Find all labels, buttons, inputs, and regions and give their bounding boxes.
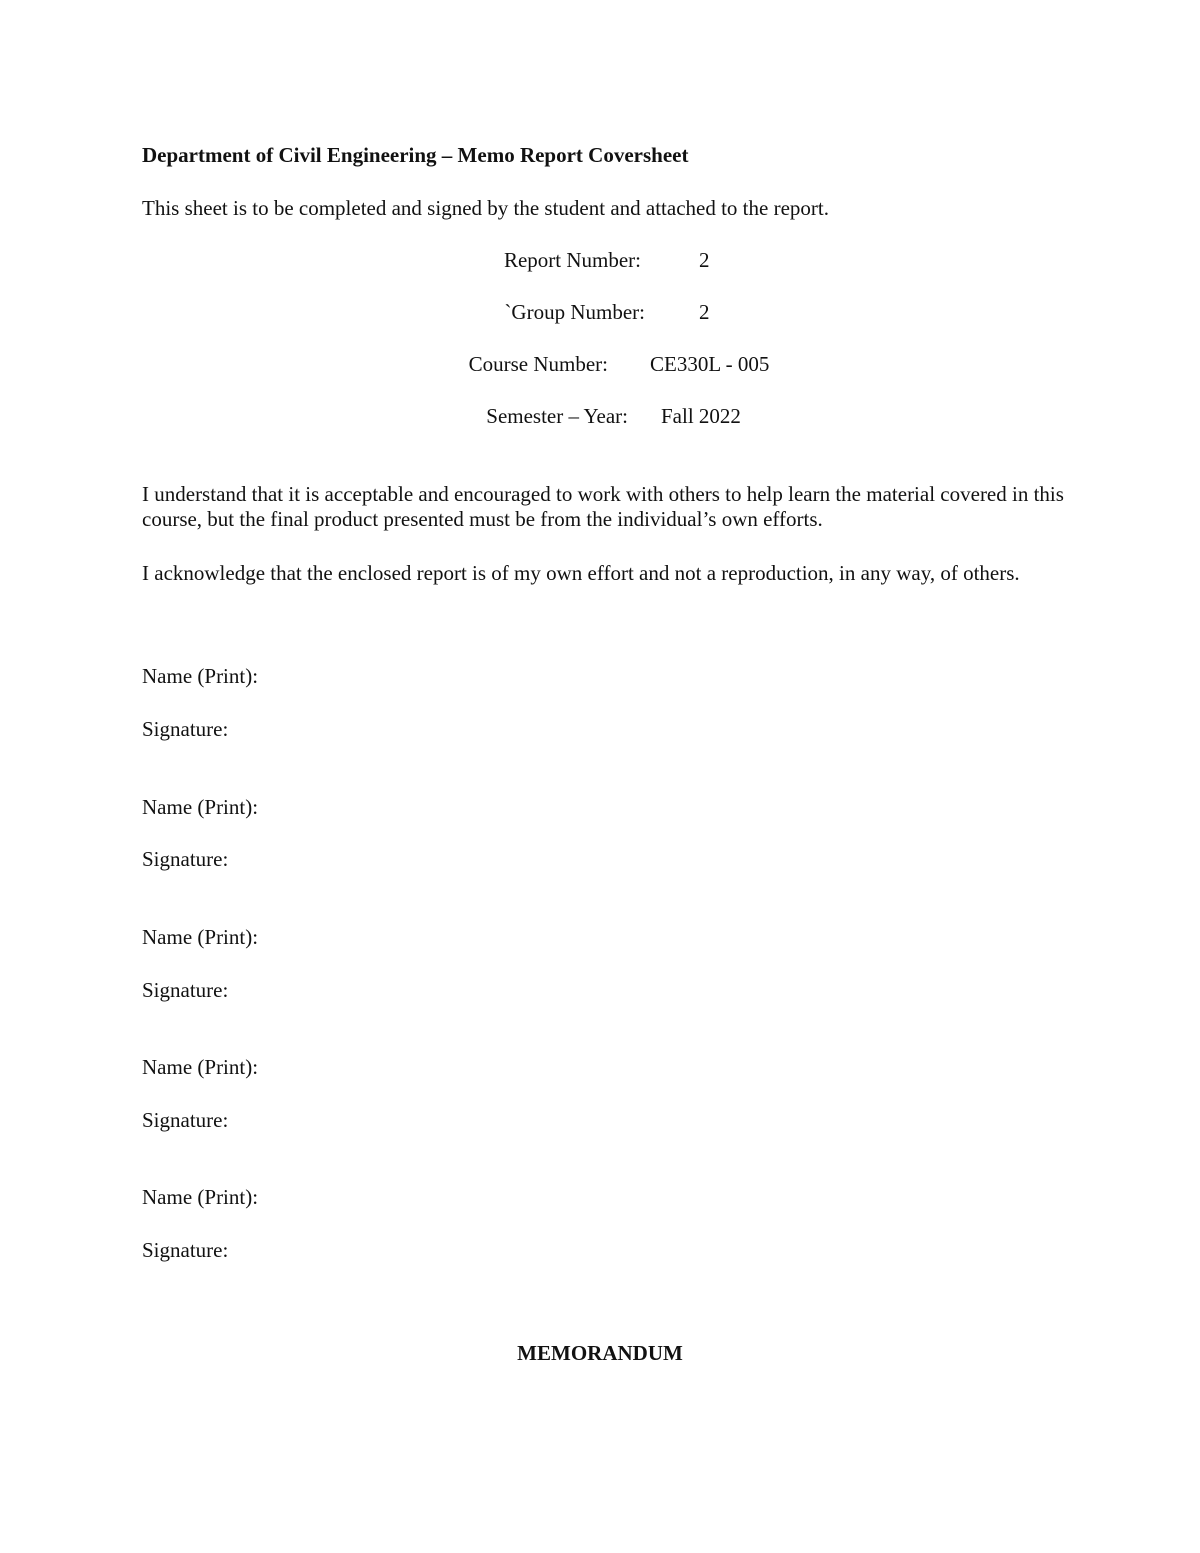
signature-label: Signature: bbox=[142, 1238, 229, 1262]
semester-year-label: Semester – Year: bbox=[486, 404, 628, 428]
collaboration-statement: I understand that it is acceptable and encouraged to work with others to help learn the material covered in this course, but the final product presented must be from the individual’s own efforts. bbox=[142, 482, 1064, 532]
instruction-text: This sheet is to be completed and signed by the student and attached to the report. bbox=[142, 196, 829, 220]
course-number-label: Course Number: bbox=[468, 352, 608, 376]
report-number-value: 2 bbox=[699, 248, 710, 272]
name-print-label: Name (Print): bbox=[142, 925, 259, 949]
group-number-label: `Group Number: bbox=[504, 300, 645, 324]
signature-label: Signature: bbox=[142, 847, 229, 871]
name-print-label: Name (Print): bbox=[142, 664, 259, 688]
report-number-label: Report Number: bbox=[503, 248, 641, 272]
memorandum-heading: MEMORANDUM bbox=[517, 1341, 683, 1365]
signature-label: Signature: bbox=[142, 1108, 229, 1132]
group-number-value: 2 bbox=[699, 300, 710, 324]
name-print-label: Name (Print): bbox=[142, 1055, 259, 1079]
course-number-value: CE330L - 005 bbox=[650, 352, 770, 376]
semester-year-value: Fall 2022 bbox=[661, 404, 741, 428]
acknowledgement-statement: I acknowledge that the enclosed report is of my own effort and not a reproduction, in any way, of others. bbox=[142, 561, 1020, 585]
name-print-label: Name (Print): bbox=[142, 1185, 259, 1209]
page-title: Department of Civil Engineering – Memo Report Coversheet bbox=[142, 143, 689, 167]
name-print-label: Name (Print): bbox=[142, 795, 259, 819]
signature-label: Signature: bbox=[142, 978, 229, 1002]
signature-label: Signature: bbox=[142, 717, 229, 741]
